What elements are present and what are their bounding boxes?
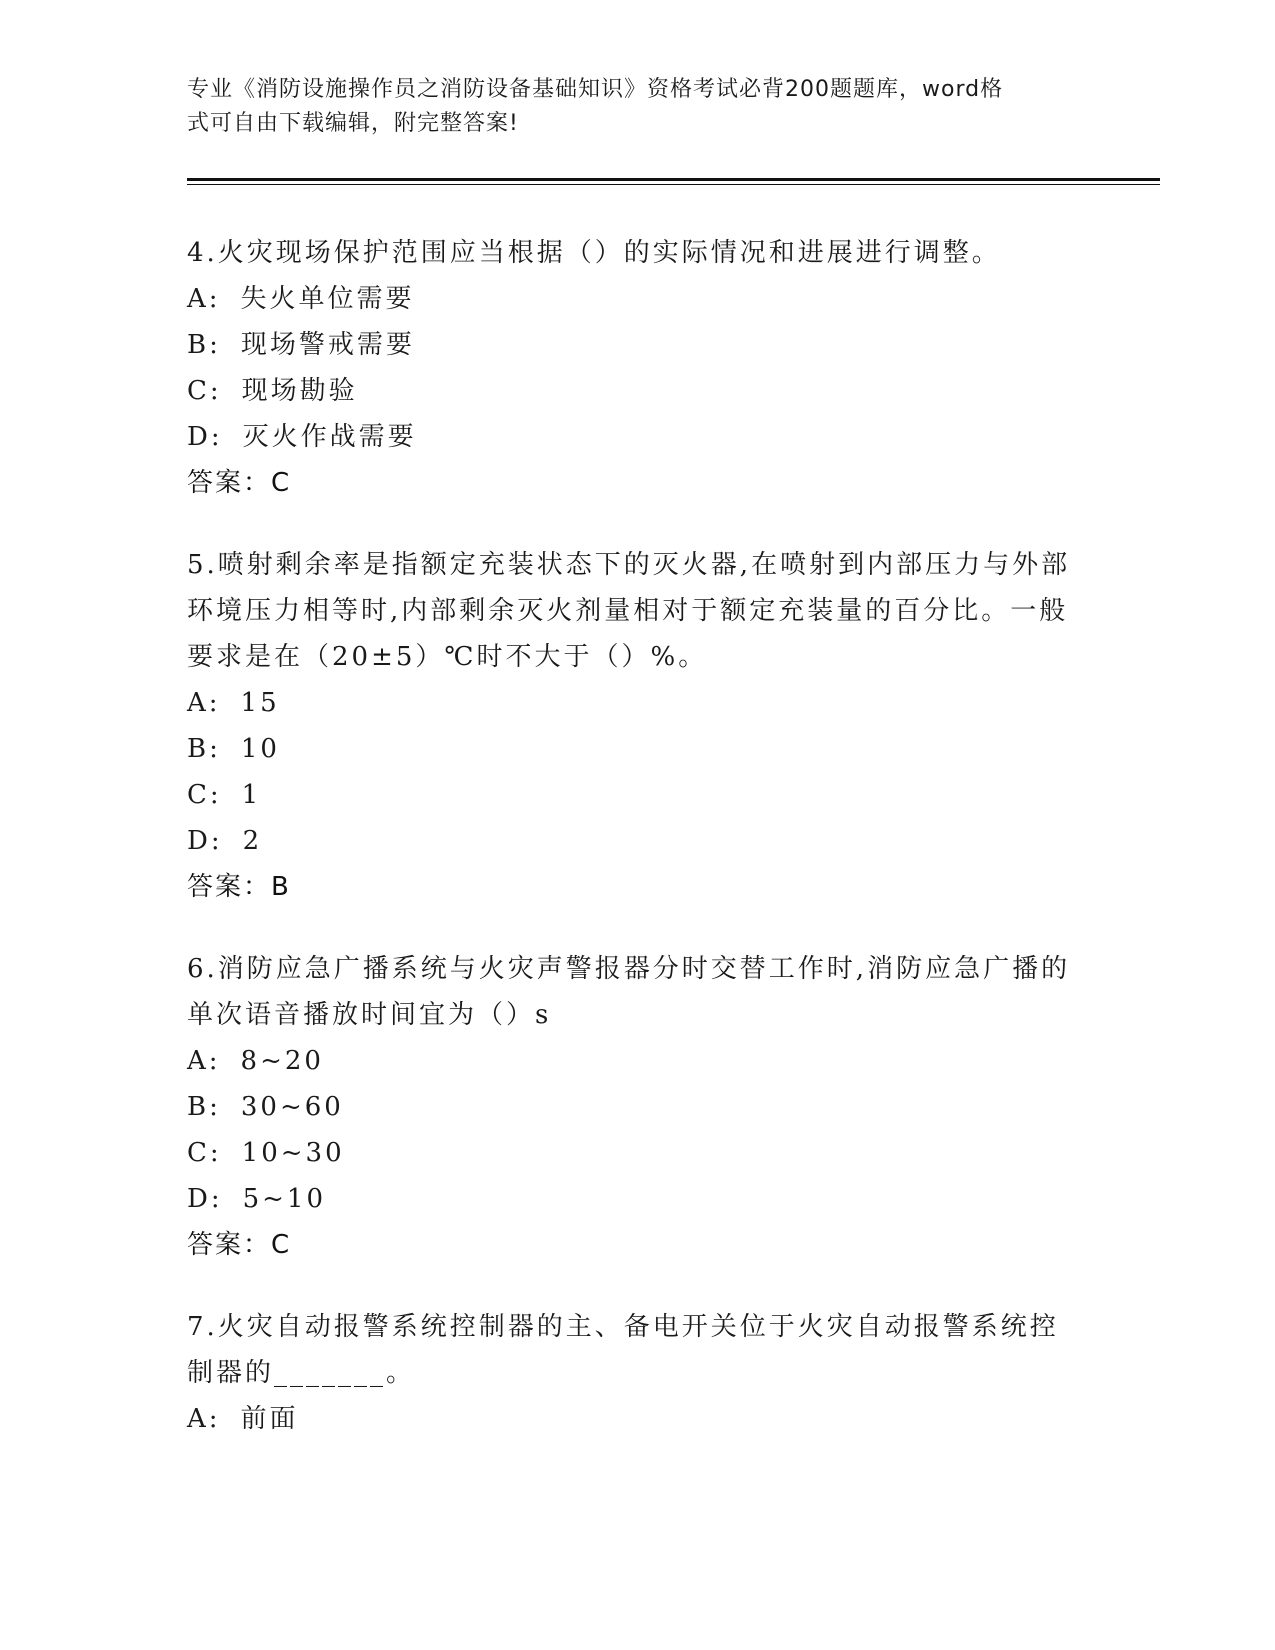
- answer-option: [187, 680, 1087, 726]
- option-text: 15: [240, 688, 280, 718]
- option-text: 10: [240, 734, 280, 764]
- question-stem: [187, 542, 1087, 680]
- answer-option: [187, 1130, 1087, 1176]
- answer-option: [187, 1084, 1087, 1130]
- answer-option: [187, 818, 1087, 864]
- option-key: D:: [187, 826, 223, 856]
- option-text: 8~20: [240, 1046, 324, 1076]
- option-key: D:: [187, 422, 223, 452]
- answer-option: [187, 414, 1087, 460]
- option-text: 1: [241, 780, 262, 810]
- answer-option: [187, 726, 1087, 772]
- option-text: 30~60: [240, 1092, 344, 1122]
- option-text: 失火单位需要: [240, 284, 415, 314]
- option-text: 前面: [240, 1404, 299, 1434]
- option-key: A:: [187, 284, 221, 314]
- question-stem: [187, 946, 1087, 1038]
- question-block: [187, 542, 1087, 910]
- option-key: B:: [187, 734, 221, 764]
- answer-line: 答案：C: [187, 1230, 292, 1260]
- option-key: A:: [187, 688, 221, 718]
- option-text: 灭火作战需要: [242, 422, 417, 452]
- question-block: [187, 946, 1087, 1268]
- option-text: 5~10: [242, 1184, 327, 1214]
- option-key: C:: [187, 780, 222, 810]
- answer-option: [187, 1038, 1087, 1084]
- question-stem-line: 单次语音播放时间宜为（）s: [187, 1000, 552, 1030]
- answer-line: 答案：B: [187, 872, 291, 902]
- question-stem-line: 5.喷射剩余率是指额定充装状态下的灭火器,在喷射到内部压力与外部: [187, 550, 1071, 580]
- question-stem-line: 4.火灾现场保护范围应当根据（）的实际情况和进展进行调整。: [187, 238, 1001, 268]
- question-stem-line: 制器的_______。: [187, 1358, 416, 1388]
- header-line-1: 专业《消防设施操作员之消防设备基础知识》资格考试必背200题题库，word格: [187, 77, 1004, 102]
- question-block: [187, 230, 1087, 506]
- option-key: D:: [187, 1184, 223, 1214]
- question-block: [187, 1304, 1087, 1442]
- option-text: 现场警戒需要: [240, 330, 415, 360]
- question-stem-line: 7.火灾自动报警系统控制器的主、备电开关位于火灾自动报警系统控: [187, 1312, 1059, 1342]
- header-divider-thick: [187, 178, 1160, 181]
- question-stem-line: 要求是在（20±5）℃时不大于（）%。: [187, 642, 708, 672]
- option-key: C:: [187, 1138, 222, 1168]
- question-list: [187, 230, 1087, 1478]
- question-stem-line: 环境压力相等时,内部剩余灭火剂量相对于额定充装量的百分比。一般: [187, 596, 1069, 626]
- answer-option: [187, 368, 1087, 414]
- option-text: 10~30: [241, 1138, 345, 1168]
- answer-option: [187, 1396, 1087, 1442]
- answer-option: [187, 772, 1087, 818]
- answer-option: [187, 1176, 1087, 1222]
- answer-option: [187, 276, 1087, 322]
- question-stem: [187, 230, 1087, 276]
- question-stem: [187, 1304, 1087, 1396]
- header-divider-thin: [187, 184, 1160, 185]
- question-stem-line: 6.消防应急广播系统与火灾声警报器分时交替工作时,消防应急广播的: [187, 954, 1071, 984]
- document-header: [187, 73, 1087, 141]
- option-text: 2: [242, 826, 263, 856]
- option-key: C:: [187, 376, 222, 406]
- option-key: B:: [187, 1092, 221, 1122]
- option-key: A:: [187, 1404, 221, 1434]
- option-key: A:: [187, 1046, 221, 1076]
- answer-line: 答案：C: [187, 468, 292, 498]
- option-key: B:: [187, 330, 221, 360]
- option-text: 现场勘验: [241, 376, 358, 406]
- answer-option: [187, 322, 1087, 368]
- header-line-2: 式可自由下载编辑，附完整答案!: [187, 111, 519, 136]
